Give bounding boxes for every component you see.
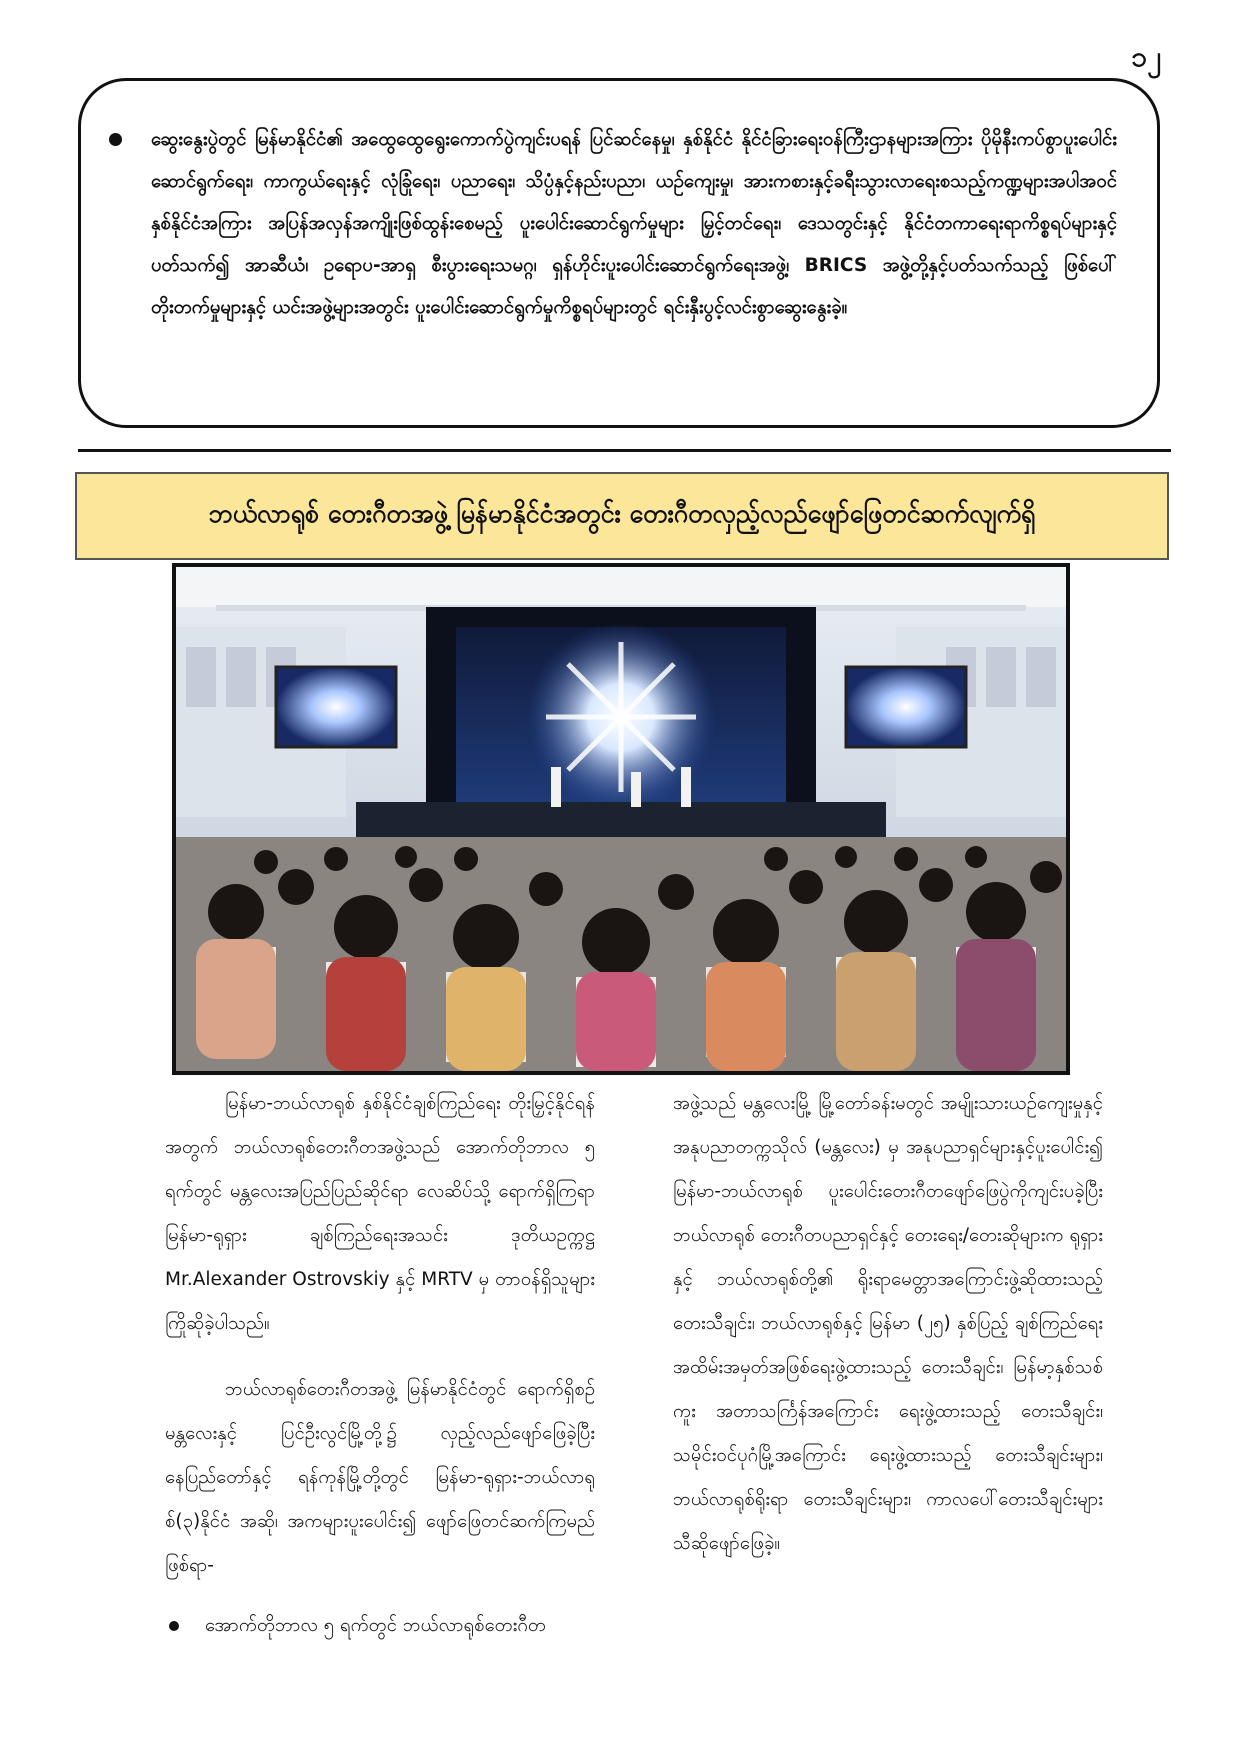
- article-headline-banner: [75, 472, 1169, 560]
- summary-box: [78, 78, 1160, 428]
- article-paragraph: မြန်မာ-ဘယ်လာရုစ် နှစ်နိုင်ငံချစ်ကြည်ရေး တိုးမြှင့်နိုင်ရန်အတွက် ဘယ်လာရုစ်တေးဂီတအဖွဲ့သည် အောက်တိုဘာလ ၅ ရက်တွင် မန္တလေးအပြည်ပြည်ဆိုင်ရာ လေဆိပ်သို့ ရောက်ရှိကြရာ မြန်မာ-ရုရှား ချစ်ကြည်ရေးအသင်း ဒုတိယဥက္ကဋ္ဌ Mr.Alexander Ostrovskiy နှင့် MRTV မှ တာဝန်ရှိသူများ ကြိုဆိုခဲ့ပါသည်။: [165, 1093, 595, 1334]
- article-headline: ဘယ်လာရုစ် တေးဂီတအဖွဲ့ မြန်မာနိုင်ငံအတွင်း တေးဂီတလှည့်လည်ဖျော်ဖြေတင်ဆက်လျက်ရှိ: [208, 498, 1036, 528]
- section-divider: [78, 449, 1171, 452]
- list-item: [165, 1604, 595, 1648]
- article-paragraph: အဖွဲ့သည် မန္တလေးမြို့ မြို့တော်ခန်းမတွင် အမျိုးသားယဉ်ကျေးမှုနှင့် အနုပညာတက္ကသိုလ် (မန္တလေး) မှ အနုပညာရှင်များနှင့်ပူးပေါင်း၍ မြန်မာ-ဘယ်လာရုစ် ပူးပေါင်းတေးဂီတဖျော်ဖြေပွဲကိုကျင်းပခဲ့ပြီး ဘယ်လာရုစ် တေးဂီတပညာရှင်နှင့် တေးရေး/တေးဆိုများက ရုရှားနှင့် ဘယ်လာရုစ်တို့၏ ရိုးရာမေတ္တာအကြောင်းဖွဲ့ဆိုထားသည့် တေးသီချင်း၊ ဘယ်လာရုစ်နှင့် မြန်မာ (၂၅) နှစ်ပြည့် ချစ်ကြည်ရေး အထိမ်းအမှတ်အဖြစ်ရေးဖွဲ့ထားသည့် တေးသီချင်း၊ မြန်မာ့နှစ်သစ်ကူး အတာသင်္ကြန်အကြောင်း ရေးဖွဲ့ထားသည့် တေးသီချင်း၊ သမိုင်းဝင်ပုဂံမြို့အကြောင်း ရေးဖွဲ့ထားသည့် တေးသီချင်းများ၊ ဘယ်လာရုစ်ရိုးရာ တေးသီချင်းများ၊ ကာလပေါ်တေးသီချင်းများ သီဆိုဖျော်ဖြေခဲ့။: [673, 1093, 1103, 1554]
- concert-photo: [172, 563, 1070, 1075]
- article-left-column: [165, 1082, 595, 1648]
- article-right-column: [673, 1082, 1103, 1566]
- bullet-icon: [169, 1621, 179, 1631]
- summary-text: ဆွေးနွေးပွဲတွင် မြန်မာနိုင်ငံ၏ အထွေထွေရွေးကောက်ပွဲကျင်းပရန် ပြင်ဆင်နေမှု၊ နှစ်နိုင်ငံ နိုင်ငံခြားရေးဝန်ကြီးဌာနများအကြား ပိုမိုနီးကပ်စွာပူးပေါင်းဆောင်ရွက်ရေး၊ ကာကွယ်ရေးနှင့် လုံခြုံရေး၊ ပညာရေး၊ သိပ္ပံနှင့်နည်းပညာ၊ ယဉ်ကျေးမှု၊ အားကစားနှင့်ခရီးသွားလာရေးစသည့်ကဏ္ဍများအပါအဝင် နှစ်နိုင်ငံအကြား အပြန်အလှန်အကျိုးဖြစ်ထွန်းစေမည့် ပူးပေါင်းဆောင်ရွက်မှုများ မြှင့်တင်ရေး၊ ဒေသတွင်းနှင့် နိုင်ငံတကာရေးရာကိစ္စရပ်များနှင့်ပတ်သက်၍ အာဆီယံ၊ ဥရောပ-အာရှ စီးပွားရေးသမဂ္ဂ၊ ရှန်ဟိုင်းပူးပေါင်းဆောင်ရွက်ရေးအဖွဲ့၊ BRICS အဖွဲ့တို့နှင့်ပတ်သက်သည့် ဖြစ်ပေါ်တိုးတက်မှုများနှင့် ယင်းအဖွဲ့များအတွင်း ပူးပေါင်းဆောင်ရွက်မှုကိစ္စရပ်များတွင် ရင်းနှီးပွင့်လင်းစွာဆွေးနွေးခဲ့။: [151, 129, 1117, 318]
- list-item-text: အောက်တိုဘာလ ၅ ရက်တွင် ဘယ်လာရုစ်တေးဂီတ: [205, 1615, 546, 1636]
- page-number: ၁၂: [1131, 40, 1161, 73]
- bullet-icon: [109, 133, 122, 146]
- article-paragraph: ဘယ်လာရုစ်တေးဂီတအဖွဲ့ မြန်မာနိုင်ငံတွင် ရောက်ရှိစဉ် မန္တလေးနှင့် ပြင်ဦးလွင်မြို့တို့၌ လှည့်လည်ဖျော်ဖြေခဲ့ပြီး နေပြည်တော်နှင့် ရန်ကုန်မြို့တို့တွင် မြန်မာ-ရုရှား-ဘယ်လာရုစ်(၃)နိုင်ငံ အဆို၊ အကများပူးပေါင်း၍ ဖျော်ဖြေတင်ဆက်ကြမည်ဖြစ်ရာ-: [165, 1379, 595, 1576]
